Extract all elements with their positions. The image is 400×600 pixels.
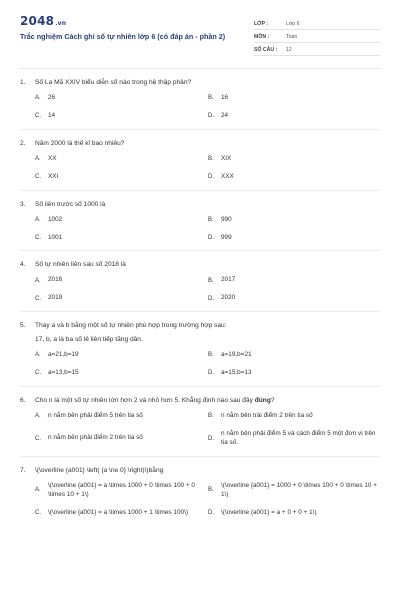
option-a[interactable] [35,94,208,103]
question-text-part: Cho n là một số tự nhiên lớn hơn 2 và nhỏ hơn 5. Khẳng định nào sau đây [35,397,255,405]
option-text: XXX [221,172,234,180]
option-a[interactable] [35,412,208,421]
option-text: 1001 [48,233,63,241]
option-d[interactable] [208,509,381,518]
option-d[interactable] [208,112,381,121]
question-number: 3. [20,200,26,208]
question-stem [20,201,380,210]
option-text: 999 [221,233,232,241]
meta-label: MÔN : [254,34,270,40]
option-c[interactable] [35,430,208,448]
option-letter: C. [35,234,41,241]
question-number: 1. [20,79,26,86]
question-stem [20,467,380,476]
answer-options [35,94,380,121]
option-letter: D. [208,295,214,302]
option-text: 26 [48,93,56,101]
answer-options [35,412,380,448]
option-c[interactable] [35,294,208,303]
question-emphasis: đúng [254,397,271,405]
option-b[interactable] [208,482,381,500]
option-a[interactable] [35,351,208,360]
site-logo[interactable] [20,14,250,28]
option-letter: C. [35,435,41,442]
option-text: 2016 [48,276,63,284]
option-text: n nằm bên phải điểm 5 trên tia số [48,411,143,419]
option-text: XIX [221,154,232,162]
question-stem [20,140,380,149]
option-text: a=15,b=13 [221,369,252,377]
option-text: 1002 [48,215,63,223]
meta-row-class [254,17,380,30]
logo-text: 2048 [20,14,55,28]
question-stem [20,79,380,88]
question-4 [20,251,380,312]
option-letter: B. [208,156,214,162]
option-d[interactable] [208,234,381,243]
option-text: 990 [221,215,232,223]
option-letter: C. [35,509,41,516]
option-letter: D. [208,173,214,180]
option-letter: D. [208,234,214,241]
question-stem [20,397,380,406]
option-letter: A. [35,352,41,359]
question-text: Năm 2000 là thế kỉ bao nhiêu? [35,139,125,147]
option-text: 2017 [221,276,236,284]
option-b[interactable] [208,276,381,285]
meta-value: Toán [286,34,298,40]
option-letter: A. [35,413,41,420]
option-c[interactable] [35,234,208,243]
option-letter: B. [208,352,214,359]
option-text: \(\overline {a001} = 1000 + 0 \times 100 + 0 \times 10 + 1\) [221,481,377,498]
option-c[interactable] [35,112,208,121]
option-b[interactable] [208,216,381,225]
page-title: Trắc nghiệm Cách ghi số tự nhiên lớp 6 (có đáp án - phần 2) [20,32,226,41]
meta-row-count [254,43,380,56]
option-letter: C. [35,295,41,302]
option-text: a=19,b=21 [221,351,252,359]
header [20,14,380,56]
answer-options [35,276,380,303]
logo-suffix: .vn [55,20,67,27]
answer-options [35,155,380,182]
option-text: n nằm bên phải điểm 2 trên tia số [48,434,143,442]
option-d[interactable] [208,369,381,378]
answer-options [35,351,380,378]
question-number: 7. [20,466,26,474]
question-text: Số liền trước số 1000 là [35,200,106,208]
question-number: 2. [20,139,26,147]
option-b[interactable] [208,412,381,421]
option-text: a=13,b=15 [48,369,79,377]
meta-label: LỚP : [254,21,269,27]
question-number: 4. [20,261,26,269]
option-letter: C. [35,173,41,180]
option-letter: B. [208,277,214,284]
question-number: 6. [20,397,26,405]
question-3 [20,191,380,252]
option-d[interactable] [208,430,381,448]
meta-value: 12 [286,47,292,53]
option-letter: B. [208,487,214,494]
option-d[interactable] [208,294,381,303]
option-letter: D. [208,113,214,120]
meta-info [254,17,380,56]
question-2 [20,130,380,191]
question-text: \(\overline {a001} \left( {a \ne 0} \right)\)bằng [35,466,164,474]
question-text [35,397,380,406]
option-letter: A. [35,156,41,162]
option-letter: C. [35,370,41,377]
question-text: Số tự nhiên liền sau số 2018 là [35,261,126,269]
answer-options [35,482,380,518]
question-5 [20,312,380,387]
option-d[interactable] [208,173,381,182]
meta-label: SỐ CÂU : [254,47,278,53]
question-6 [20,387,380,457]
option-letter: A. [35,216,41,223]
option-letter: B. [208,95,214,102]
question-subtext: 17, b, a là ba số lẻ liên tiếp tăng dần. [35,336,143,344]
question-text: Số La Mã XXIV biểu diễn số nào trong hệ thập phân? [35,79,192,86]
question-text: Thay a và b bằng một số tự nhiên phù hợp trong trường hợp sau: [35,322,227,330]
question-stem [20,261,380,270]
option-a[interactable] [35,155,208,164]
option-text: 2020 [221,294,236,302]
option-text: 24 [221,111,229,119]
meta-value: Lớp 6 [286,21,300,27]
option-text: \(\overline {a001} = a \times 1000 + 1 \times 100\) [48,508,188,516]
option-letter: B. [208,216,214,223]
question-number: 5. [20,322,26,330]
option-c[interactable] [35,369,208,378]
option-c[interactable] [35,173,208,182]
question-text-part: ? [270,397,275,405]
option-letter: A. [35,277,41,284]
option-text: \(\overline {a001} = a \times 1000 + 0 \times 100 + 0 \times 10 + 1\) [48,481,195,498]
option-b[interactable] [208,155,381,164]
option-text: n nằm bên phải điểm 5 và cách điểm 5 một đơn vị trên tia số. [221,429,376,446]
option-a[interactable] [35,276,208,285]
option-b[interactable] [208,351,381,360]
header-left [20,14,250,42]
option-letter: A. [35,95,41,102]
option-letter: D. [208,370,214,377]
question-stem [20,322,380,331]
option-a[interactable] [35,482,208,500]
option-letter: D. [208,509,214,516]
option-a[interactable] [35,216,208,225]
meta-row-subject [254,30,380,43]
option-text: n nằm bên trái điểm 2 trên tia số [221,411,313,419]
option-b[interactable] [208,94,381,103]
option-c[interactable] [35,509,208,518]
answer-options [35,216,380,243]
option-text: XXI [48,172,59,180]
question-7 [20,457,380,526]
option-letter: A. [35,487,41,494]
option-letter: C. [35,113,41,120]
option-text: 16 [221,93,229,101]
option-letter: D. [208,435,214,442]
option-letter: B. [208,413,214,420]
option-text: 14 [48,111,56,119]
option-text: \(\overline {a001} = a + 0 + 0 + 1\) [221,508,317,516]
option-text: 2019 [48,294,63,302]
option-text: XX [48,154,57,162]
question-1 [20,69,380,130]
option-text: a=21,b=19 [48,351,79,359]
